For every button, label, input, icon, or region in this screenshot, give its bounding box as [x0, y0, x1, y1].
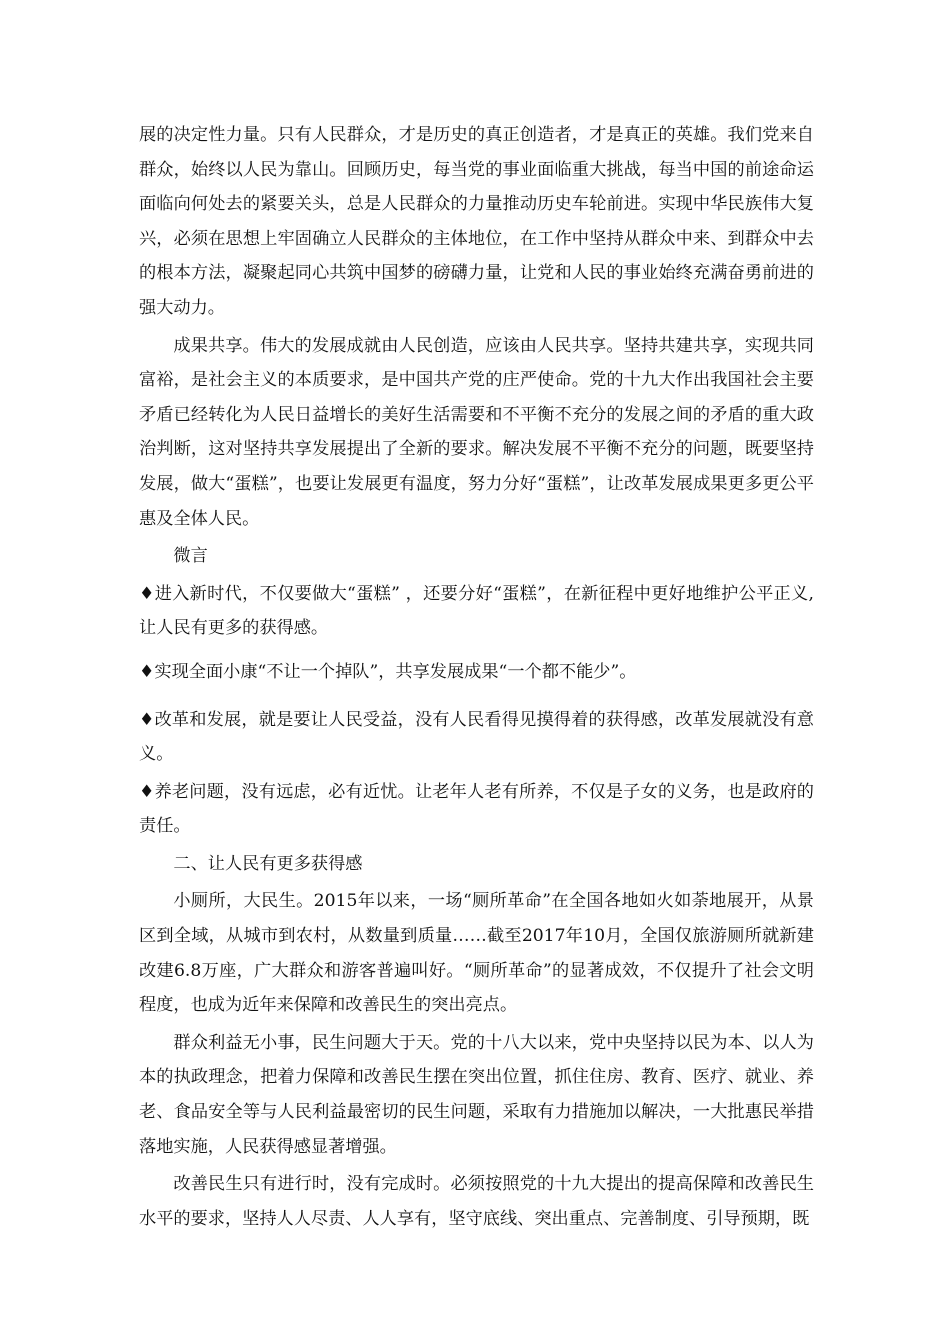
bullet-item: ♦改革和发展，就是要让人民受益，没有人民看得见摸得着的获得感，改革发展就没有意义。 [139, 709, 814, 765]
document-body [139, 118, 814, 1236]
paragraph-results-shared: 成果共享。伟大的发展成就由人民创造，应该由人民共享。坚持共建共享，实现共同富裕，是社会主义的本质要求，是中国共产党的庄严使命。党的十九大作出我国社会主要矛盾已经转化为人民日益增长的美好生活需要和不平衡不充分的发展之间的矛盾的重大政治判断，这对坚持共享发展提出了全新的要求。解决发展不平衡不充分的问题，既要坚持发展，做大“蛋糕”，也要让发展更有温度，努力分好“蛋糕”，让改革发展成果更多更公平惠及全体人民。 [139, 335, 814, 529]
section-heading: 二、让人民有更多获得感 [173, 853, 363, 874]
paragraph-livelihood: 群众利益无小事，民生问题大于天。党的十八大以来，党中央坚持以民为本、以人为本的执政理念，把着力保障和改善民生摆在突出位置，抓住住房、教育、医疗、就业、养老、食品安全等与人民利益最密切的民生问题，采取有力措施加以解决，一大批惠民举措落地实施，人民获得感显著增强。 [139, 1032, 814, 1157]
bullet-item: ♦养老问题，没有远虑，必有近忧。让老年人老有所养，不仅是子女的义务，也是政府的责任。 [139, 781, 814, 837]
section-label-weiyan: 微言 [173, 546, 208, 567]
bullet-item: ♦实现全面小康“不让一个掉队”，共享发展成果“一个都不能少”。 [139, 661, 637, 682]
paragraph-toilet-revolution: 小厕所，大民生。2015年以来，一场“厕所革命”在全国各地如火如荼地展开，从景区到全域，从城市到农村，从数量到质量……截至2017年10月，全国仅旅游厕所就新建改建6.8万座，广大群众和游客普遍叫好。“厕所革命”的显著成效，不仅提升了社会文明程度，也成为近年来保障和改善民生的突出亮点。 [139, 891, 814, 1016]
bullet-item: ♦进入新时代，不仅要做大“蛋糕” ，还要分好“蛋糕”，在新征程中更好地维护公平正义,让人民有更多的获得感。 [139, 583, 814, 639]
paragraph-continuation: 展的决定性力量。只有人民群众，才是历史的真正创造者，才是真正的英雄。我们党来自群众，始终以人民为靠山。回顾历史，每当党的事业面临重大挑战，每当中国的前途命运面临向何处去的紧要关头，总是人民群众的力量推动历史车轮前进。实现中华民族伟大复兴，必须在思想上牢固确立人民群众的主体地位，在工作中坚持从群众中来、到群众中去的根本方法，凝聚起同心共筑中国梦的磅礴力量，让党和人民的事业始终充满奋勇前进的强大动力。 [139, 125, 814, 318]
paragraph-improve-livelihood: 改善民生只有进行时，没有完成时。必须按照党的十九大提出的提高保障和改善民生水平的要求，坚持人人尽责、人人享有，坚守底线、突出重点、完善制度、引导预期，既 [139, 1174, 814, 1229]
